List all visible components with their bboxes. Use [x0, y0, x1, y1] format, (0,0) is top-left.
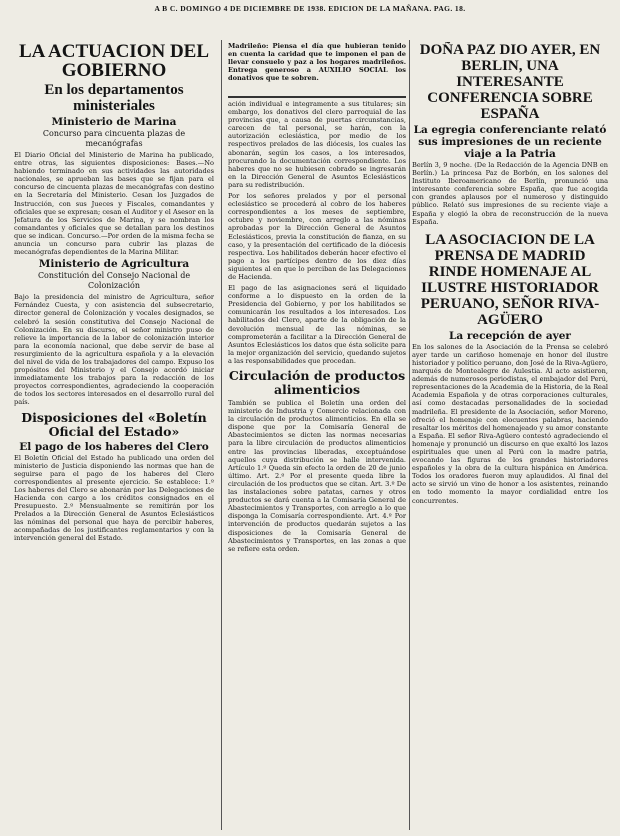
- notice-divider: [228, 96, 406, 98]
- auxilio-social-notice: Madrileño: Piensa el día que hubieran tenido en cuenta la caridad que te imponen el pan de llevar consuelo y paz a los hogares madrileños. Entrega generoso a AUXILIO SOCIAL los donativos que te sobren.: [228, 42, 406, 83]
- section-sub-agricultura: Constitución del Consejo Nacional de Colonización: [37, 271, 191, 291]
- headline-boletin-oficial: Disposiciones del «Boletín Oficial del Estado»: [21, 409, 207, 439]
- article-body-clero: El Boletín Oficial del Estado ha publicado una orden del ministerio de Justicia disponiendo las normas que han de seguirse para el pago de los haberes del Clero correspondientes al presente ejercicio. Se establece: 1.º Los haberes del Clero se abonarán por las Delegaciones de Hacienda con cargo a los créditos consignados en el Presupuesto. 2.º Mensualmente se remitirán por los Prelados a la Dirección General de Asuntos Eclesiásticos las nóminas del personal que haya de percibir haberes, acompañadas de los justificantes reglamentarios y con la intervención general del Estado.: [14, 453, 214, 543]
- section-title-circulacion: Circulación de productos alimenticios: [228, 368, 406, 397]
- column-3: [412, 42, 608, 832]
- section-title-marina: Ministerio de Marina: [51, 116, 177, 128]
- subheadline-recepcion: La recepción de ayer: [449, 329, 571, 342]
- section-title-agricultura: Ministerio de Agricultura: [38, 258, 190, 271]
- article-body-dona-paz: Berlín 3, 9 noche. (De la Redacción de la Agencia DNB en Berlín.) La princesa Paz de Borbón, en los salones del Instituto Iberoamericano de Berlín, pronunció una interesante conferencia sobre España, que fue acogida con grandes aplausos por el numeroso y distinguido público. Relató sus impresiones de su reciente viaje a España y elogió la obra de reconstrucción de la nueva España.: [412, 161, 608, 226]
- article-body-agricultura: Bajo la presidencia del ministro de Agricultura, señor Fernández Cuesta, y con asistencia del subsecretario, director general de Colonización y vocales designados, se celebró la sesión constitutiva del Consejo Nacional de Colonización. En su discurso, el señor ministro puso de relieve la importancia de la labor de colonización interior para la economía nacional, que debe servir de base al resurgimiento de la agricultura española y a la elevación del nivel de vida de los trabajadores del campo. Expuso los propósitos del Ministerio y el Consejo acordó iniciar inmediatamente los trabajos para la redacción de los proyectos correspondientes, agradeciendo la cooperación de todos los sectores interesados en el desarrollo rural del país.: [14, 293, 214, 407]
- headline-dona-paz: DOÑA PAZ DIO AYER, EN BERLIN, UNA INTERESANTE CONFERENCIA SOBRE ESPAÑA: [419, 42, 601, 122]
- headline-actuacion-gobierno: LA ACTUACION DEL GOBIERNO: [18, 42, 210, 81]
- article-body-marina: El Diario Oficial del Ministerio de Marina ha publicado, entre otras, las siguientes disposiciones: Bases.—No habiendo terminado en sus actividades las autoridades nacionales, se aprueban las bases que se fijan para el concurso de cincuenta plazas de mecanógrafas con destino en la Secretaría del Ministerio. Cesan los Juzgados de Instrucción, con sus Jueces y Fiscales, comandantes y oficiales que se expresan; cesan el Auditor y el Asesor en la Jefatura de los Servicios de Marina, y se nombran los comandantes y oficiales que se detallan para los destinos que se indican. Concurso.—Por orden de la misma fecha se anuncia un concurso para cubrir las plazas de mecanógrafas dependientes de la Marina Militar.: [14, 151, 214, 257]
- headline-asociacion-prensa: LA ASOCIACION DE LA PRENSA DE MADRID RINDE HOMENAJE AL ILUSTRE HISTORIADOR PERUANO, SEÑOR RIVA-AGÜERO: [420, 231, 600, 328]
- article-body-clero-cont-3: El pago de las asignaciones será el liquidado conforme a lo dispuesto en la orden de la Presidencia del Gobierno, y por los habilitados se comunicarán los resultados a los interesados. Los habilitados del Clero, aparte de la obligación de la devolución mensual de las nóminas, se comprometerán a facilitar a la Dirección General de Asuntos Eclesiásticos los datos que ésta solicite para la mejor organización del servicio, quedando sujetos a las responsabilidades que procedan.: [228, 284, 406, 365]
- article-body-clero-cont-2: Por los señores prelados y por el personal eclesiástico se procederá al cobro de los haberes correspondientes a los meses de septiembre, octubre y noviembre, con arreglo a las nóminas aprobadas por la Dirección General de Asuntos Eclesiásticos, previa la constitución de fianza, en su caso, y la presentación del certificado de la diócesis respectiva. Los habilitados deberán hacer efectivo el pago a los partícipes dentro de los diez días siguientes al en que lo perciban de las Delegaciones de Hacienda.: [228, 192, 406, 281]
- subheadline-dona-paz: La egregia conferenciante relató sus impresiones de un reciente viaje a la Patria: [413, 124, 607, 160]
- article-body-riva-aguero: En los salones de la Asociación de la Prensa se celebró ayer tarde un cariñoso homenaje en honor del ilustre historiador y político peruano, don José de la Riva-Agüero, marqués de Montealegre de Aulestia. Al acto asistieron, además de numerosos periodistas, el embajador del Perú, representaciones de la Academia de la Historia, de la Real Academia Española y de otras corporaciones culturales, así como destacadas personalidades de la sociedad madrileña. El presidente de la Asociación, señor Moreno, ofreció el homenaje con elocuentes palabras, haciendo resaltar los méritos del homenajeado y su amor constante a España. El señor Riva-Agüero contestó agradeciendo el homenaje y pronunció un discurso en que exaltó los lazos espirituales que unen al Perú con la madre patria, evocando las figuras de los grandes historiadores españoles y la obra de la cultura hispánica en América. Todos los oradores fueron muy aplaudidos. Al final del acto se sirvió un vino de honor a los asistentes, reinando en todo momento la mayor cordialidad entre los concurrentes.: [412, 342, 608, 505]
- headline-departamentos: En los departamentos ministeriales: [44, 82, 184, 114]
- article-body-circulacion: También se publica el Boletín una orden del ministerio de Industria y Comercio relacionada con la circulación de productos alimenticios. En ella se dispone que por la Comisaría General de Abastecimientos se dicten las normas necesarias para la libre circulación de productos alimenticios entre las provincias liberadas, exceptuándose aquellos cuya distribución se halle intervenida. Artículo 1.º Queda sin efecto la orden de 20 de junio último. Art. 2.º Por el presente queda libre la circulación de los productos que se citan. Art. 3.º De las instalaciones sobre patatas, carnes y otros productos se dará cuenta a la Comisaría General de Abastecimientos y Transportes, con arreglo a lo que disponga la Comisaría correspondiente. Art. 4.º Por intervención de productos quedarán sujetos a las disposiciones de la Comisaría General de Abastecimientos y Transportes, en las zonas a que se refiere esta orden.: [228, 399, 406, 553]
- column-1: [14, 42, 214, 832]
- section-sub-marina: Concurso para cincuenta plazas de mecanógrafas: [42, 129, 186, 148]
- column-rule-1: [221, 40, 222, 830]
- column-2: [228, 100, 406, 832]
- section-sub-clero: El pago de los haberes del Clero: [19, 440, 209, 453]
- column-rule-2: [409, 40, 410, 830]
- article-body-clero-cont-1: ación individual e integramente a sus titulares; sin embargo, los donativos del clero parroquial de las provincias que, a causa de puertas circunstancias, carecen de tal personal, se harán, con la autorización eclesiástica, por medio de los respectivos prelados de las diócesis, los cuales las abonarán, según los casos, a los interesados, procurando la documentación correspondiente. Los haberes que no se hubiesen cobrado se ingresarán en la Dirección General de Asuntos Eclesiásticos para su redistribución.: [228, 100, 406, 189]
- running-head: A B C. DOMINGO 4 DE DICIEMBRE DE 1938. EDICION DE LA MAÑANA. PAG. 18.: [154, 4, 466, 13]
